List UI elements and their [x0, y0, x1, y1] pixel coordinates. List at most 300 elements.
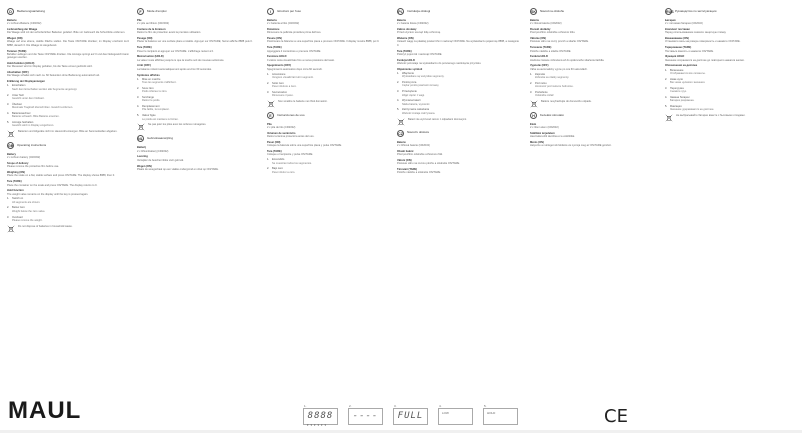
step-title: Sotto zero	[272, 81, 284, 85]
step-description: Батарея разряжена.	[670, 99, 695, 103]
disposal-text: Не выбрасывайте батареи вместе с бытовыми отходами.	[676, 114, 746, 118]
step-description: Wartość zostaje zatrzymana.	[402, 111, 436, 115]
disposal-notice	[530, 100, 652, 108]
item-label: Функция HOLD	[665, 55, 685, 59]
list-item	[267, 91, 389, 98]
section-title: Operating instructions	[17, 142, 47, 147]
step-title: Remplacement	[142, 105, 160, 109]
item-text: Установите весы на ровную поверхность и нажмите ON/TARE.	[665, 40, 741, 44]
language-badge-icon: D	[7, 8, 14, 15]
step-title: Poniżej zera	[402, 81, 417, 85]
item-text: Hodnota zostane zobrazená až do opätovného stlačenia tlačidla.	[530, 58, 605, 62]
list-item	[665, 96, 787, 103]
step-title: Overload	[12, 215, 23, 219]
disposal-notice	[665, 114, 787, 122]
item-text: Please remove the protective film before use.	[7, 165, 60, 169]
item-label: Battery	[7, 152, 16, 156]
item-label: Комплект поставки	[665, 28, 690, 32]
item-label: Spegnimento (OFF)	[267, 64, 292, 68]
step-number: 2.	[267, 167, 270, 171]
section-title: Návod na obsluhu	[540, 8, 565, 13]
item-text: Placer la balance sur une surface plane et stable. Appuyer sur ON/TARE; l'écran affiche 8888 puis 0.	[137, 40, 253, 44]
step-title: Surcharge	[142, 96, 154, 100]
item-label: Wiegen (ON)	[7, 37, 23, 41]
step-number: 4.	[7, 111, 10, 115]
list-item	[137, 96, 259, 103]
lcd-value: 8888	[307, 411, 334, 421]
section-header	[530, 8, 652, 15]
item-text: Postavte váhu na rovný povrch a stlačte ON/TARE.	[530, 40, 589, 44]
step-number: 3.	[397, 90, 400, 94]
section-header	[397, 8, 519, 15]
item-label: Hold function	[7, 189, 24, 193]
step-description: Zdjąć ciężar z wagi.	[402, 93, 425, 97]
item-text: Il valore resta visualizzato fino a nuova pressione del tasto.	[267, 58, 335, 62]
section-header	[267, 112, 389, 119]
language-badge-icon: RUS	[666, 10, 674, 14]
step-description: Vengono visualizzati tutti i segmenti.	[272, 75, 314, 79]
item-text: Verwijder de beschermfolie vóór gebruik.	[137, 158, 184, 162]
step-number: 2.	[7, 206, 10, 210]
item-text: Položte nádobu a stlačte ON/TARE.	[530, 49, 572, 53]
step-title: Фиксация	[670, 105, 682, 109]
language-section	[7, 8, 129, 138]
language-badge-icon: F	[137, 8, 144, 15]
step-description: Nach dem Einschalten werden alle Segmente angezeigt.	[12, 87, 78, 91]
list-item	[7, 112, 129, 119]
list-item	[7, 206, 129, 213]
step-description: Maximale Tragkraft überschritten. Gewicht entfernen.	[12, 105, 73, 109]
section-header	[530, 112, 652, 119]
step-description: Вес ниже нулевого значения.	[670, 81, 706, 85]
step-number: 1.	[7, 84, 10, 88]
step-title: Sous zéro	[142, 86, 154, 90]
item-label: Bateria	[397, 19, 406, 22]
step-number: 2.	[397, 81, 400, 85]
step-title: Valeur figée	[142, 114, 156, 118]
list-item	[665, 87, 787, 94]
list-item	[267, 73, 389, 80]
list-item	[397, 99, 519, 106]
item-label: Funzione HOLD	[267, 55, 287, 59]
step-number: 4.	[397, 99, 400, 103]
step-title: Anzeige festhalten	[12, 120, 34, 124]
section-header	[665, 8, 787, 15]
display-steps-list	[530, 73, 652, 98]
step-number: 1.	[665, 68, 668, 72]
step-number: 1.	[7, 197, 10, 201]
step-number: 5.	[665, 105, 668, 109]
language-badge-icon: SK	[531, 10, 536, 14]
list-item	[397, 108, 519, 115]
step-description: Gewicht wird im Display eingefroren.	[12, 124, 55, 128]
text-column	[7, 6, 129, 237]
step-number: 1.	[267, 158, 270, 162]
item-label: Vypnutie (OFF)	[530, 64, 549, 68]
item-text: 2 x pila de litio (CR2032)	[267, 126, 296, 130]
item-text: Значение сохраняется на дисплее до повторного нажатия кнопки.	[665, 58, 745, 62]
step-title: Zapnutie	[535, 72, 546, 76]
language-section	[137, 135, 259, 171]
item-text: 2 x lítium elem (CR2032)	[530, 126, 559, 130]
step-description: Отображаются все сегменты.	[670, 72, 706, 76]
language-badge-icon: NL	[138, 137, 143, 142]
step-description: Please remove the weight.	[12, 218, 43, 222]
item-text: The weight value remains on the display until the key is pressed again.	[7, 192, 89, 196]
item-text: Coloque el recipiente y pulse ON/TARE.	[267, 153, 314, 157]
item-label: Scope of delivery	[7, 162, 29, 166]
section-title: Istruzioni per l'uso	[277, 8, 302, 13]
step-number: 2.	[137, 86, 140, 90]
item-label: Obsah balení	[397, 149, 414, 153]
step-number: 3.	[530, 90, 533, 94]
step-title: Unter Null	[12, 93, 24, 97]
text-column	[665, 6, 787, 126]
step-title: Pod nulou	[535, 81, 547, 85]
step-title: Preťaženie	[535, 90, 548, 94]
list-item	[665, 105, 787, 112]
step-description: Tous les segments s'affichent.	[142, 81, 177, 85]
item-label: Batterie	[7, 19, 17, 22]
item-text: Place the scale on a flat, stable surface and press ON/TARE. The display shows 8888, then 0.	[7, 174, 115, 178]
list-item	[267, 158, 389, 165]
step-description: Снимите груз.	[670, 90, 687, 94]
text-column	[530, 6, 652, 152]
step-description: Batterie schwach. Bitte Batterie ersetzen.	[12, 115, 60, 119]
list-item	[267, 82, 389, 89]
item-text: Place the container on the scale and press ON/TARE. The display returns to 0.	[7, 183, 98, 187]
disposal-notice	[267, 100, 389, 108]
crossed-bin-icon	[137, 123, 145, 131]
lcd-panel	[438, 404, 473, 425]
item-label: Arrêt (OFF)	[137, 64, 151, 68]
item-label: Tare (TARE)	[7, 180, 22, 184]
step-description: Rimuovere il peso.	[272, 94, 294, 98]
item-label: Funkcja HOLD	[397, 58, 415, 62]
item-text: Der Messwert wird im Display gehalten, bis die Taste erneut gedrückt wird.	[7, 65, 93, 69]
item-text: Posizionare la bilancia su una superficie piana e premere ON/TARE. Il display mostra 8888, poi 0.	[267, 40, 380, 44]
item-label: Tara (TARE)	[267, 150, 282, 154]
item-text: Retire la lámina protectora antes del uso.	[267, 135, 315, 139]
item-label: Szállítási terjedelem	[530, 131, 555, 135]
ce-mark: CE	[604, 406, 628, 427]
item-text: Postavte váhu na rovnou plochu a stiskněte ON/TARE.	[397, 162, 460, 166]
step-description: Słaba bateria, wymienić.	[402, 102, 431, 106]
list-item	[137, 105, 259, 112]
item-text: La valeur reste affichée jusqu'à ce que la touche soit de nouveau actionnée.	[137, 58, 225, 62]
item-text: 2 x Lithium-Batterie (CR2032)	[7, 22, 42, 26]
item-label: Abschalten (OFF)	[7, 71, 29, 75]
item-label: Взвешивание (ON)	[665, 37, 689, 41]
step-number: 2.	[267, 81, 270, 85]
crossed-bin-icon	[7, 225, 15, 233]
step-description: All segments are shown.	[12, 200, 41, 204]
item-label: Rozsah dodávky	[530, 28, 551, 32]
lcd-panel-number: 2.	[349, 404, 352, 408]
step-title: Switch on	[12, 197, 24, 201]
language-badge-icon: E	[267, 112, 274, 119]
step-description: Pile faible, la remplacer.	[142, 108, 170, 112]
item-label: Ważenie (ON)	[397, 37, 414, 41]
item-label: Symboles affichés	[137, 73, 160, 77]
crossed-bin-icon	[665, 114, 673, 122]
step-description: Retirer le poids.	[142, 99, 161, 103]
disposal-notice	[137, 123, 259, 131]
disposal-notice	[7, 225, 129, 233]
list-item	[665, 78, 787, 85]
lcd-panel-number: 5.	[484, 404, 487, 408]
step-number: 4.	[665, 96, 668, 100]
step-title: Below zero	[12, 206, 25, 210]
lcd-indicator-text: HOLD	[487, 411, 496, 415]
item-label: Hold-Funktion (HOLD)	[7, 61, 35, 65]
list-item	[7, 94, 129, 101]
item-label: Objaśnienie symboli	[397, 67, 423, 71]
language-section	[397, 8, 519, 126]
item-text: Plaats de weegschaal op een vlakke ondergrond en druk op ON/TARE.	[137, 167, 219, 171]
step-title: Włączenie	[402, 72, 414, 76]
item-label: Батарея	[665, 19, 676, 22]
section-header	[267, 8, 389, 15]
section-header	[137, 135, 259, 142]
text-column	[397, 6, 519, 178]
step-title: Sovraccarico	[272, 90, 287, 94]
display-steps-list	[7, 197, 129, 222]
step-description: Odstráňte záťaž.	[535, 94, 555, 98]
item-text: Spegnimento automatico dopo circa 60 secondi.	[267, 67, 323, 71]
list-item	[7, 103, 129, 110]
step-number: 3.	[7, 215, 10, 219]
item-text: Rimuovere la pellicola protettiva prima dell'uso.	[267, 31, 322, 35]
step-number: 1.	[267, 72, 270, 76]
crossed-bin-icon	[397, 118, 405, 126]
step-number: 4.	[137, 105, 140, 109]
list-item	[137, 78, 259, 85]
item-text: Die Waage wird mit den erforderlichen Batterien geliefert. Bitte vor Gebrauch die Schutzfolie entfernen.	[7, 31, 126, 35]
section-header	[7, 8, 129, 15]
step-title: Einschalten	[12, 84, 26, 88]
text-column	[137, 6, 259, 175]
list-item	[397, 72, 519, 79]
section-header	[397, 130, 519, 137]
lcd-indicator-text: LOW	[442, 411, 449, 415]
lcd-ticks: ▾▾▾▾▾▾	[307, 423, 329, 427]
step-title: Включение	[670, 68, 684, 72]
step-description: Gewicht unter dem Nullwert.	[12, 96, 45, 100]
item-text: Váha sa automaticky vypne po cca 60 sekundách.	[530, 67, 588, 71]
step-description: Poids inférieur à zéro.	[142, 90, 168, 94]
step-title: Przeciążenie	[402, 90, 417, 94]
section-title: Mode d'emploi	[147, 8, 167, 13]
list-item	[530, 73, 652, 80]
item-label: Váženie (ON)	[530, 37, 546, 41]
section-title: Gebruiksaanwijzing	[147, 136, 174, 141]
item-label: Volumen de suministro	[267, 131, 296, 135]
lcd-panel	[483, 404, 518, 425]
item-text: 2 x Lithium battery (CR2032)	[7, 156, 41, 160]
list-item	[7, 121, 129, 128]
language-section	[267, 112, 389, 174]
step-description: Wyświetlane są wszystkie segmenty.	[402, 75, 445, 79]
display-steps-list	[267, 158, 389, 174]
section-title: Kezelési útmutató	[540, 112, 564, 117]
step-number: 2.	[665, 77, 668, 81]
crossed-bin-icon	[7, 130, 15, 138]
disposal-text: Ne pas jeter les piles avec les ordures ménagères.	[148, 123, 207, 127]
lcd-panel-number: 4.	[439, 404, 442, 408]
item-text: Használat előtt távolítsa el a védőfóliát.	[530, 135, 575, 139]
list-item	[665, 69, 787, 76]
disposal-text: Do not dispose of batteries in household waste.	[18, 224, 73, 228]
item-label: Baterie	[397, 140, 406, 144]
item-text: Pred použitím odstráňte ochrannú fóliu.	[530, 31, 576, 35]
item-label: Erklärung der Displayanzeigen	[7, 80, 45, 84]
item-text: 2 x литиевая батарея (CR2032)	[665, 22, 703, 26]
step-title: Перегрузка	[670, 86, 684, 90]
item-label: Batéria	[530, 19, 539, 22]
item-text: Helyezze a mérleget sík felületre és nyomja meg az ON/TARE gombot.	[530, 144, 612, 148]
item-text: La balance s'éteint automatiquement après environ 60 secondes.	[137, 67, 212, 71]
item-label: Pila	[267, 122, 272, 126]
item-label: Tara (TARE)	[397, 49, 412, 53]
lcd-panel	[348, 404, 383, 425]
language-badge-icon: H	[530, 112, 537, 119]
item-text: Před použitím odstraňte ochrannou fólii.	[397, 152, 443, 156]
item-text: Die Waage schaltet sich nach ca. 60 Sekunden ohne Bedienung automatisch ab.	[7, 74, 100, 78]
section-title: Návod k obsluze	[407, 130, 430, 135]
item-label: Dotazione	[267, 28, 280, 32]
disposal-text: Non smaltire le batterie nei rifiuti domestici.	[278, 99, 328, 103]
item-label: Levering	[137, 155, 148, 159]
step-title: Accensione	[272, 72, 286, 76]
step-title: Mise en marche	[142, 77, 161, 81]
step-title: Wymiana baterii	[402, 99, 421, 103]
text-column	[267, 6, 389, 178]
list-item	[530, 91, 652, 98]
item-text: 2 x pile au lithium (CR2032)	[137, 22, 170, 26]
display-steps-list	[137, 78, 259, 121]
lcd-panel-number: 3.	[394, 404, 397, 408]
step-number: 3.	[665, 86, 668, 90]
list-item	[137, 87, 259, 94]
crossed-bin-icon	[267, 100, 275, 108]
disposal-text: Batérie nevyhadzujte do domového odpadu.	[541, 99, 592, 103]
language-section	[530, 8, 652, 108]
step-number: 2.	[530, 81, 533, 85]
item-text: Appoggiare il contenitore e premere ON/TARE.	[267, 49, 322, 53]
item-text: Retirer le film de protection avant la première utilisation.	[137, 31, 202, 35]
step-number: 1.	[137, 77, 140, 81]
section-title: Bedienungsanleitung	[17, 8, 46, 13]
item-label: Tárování (TARE)	[397, 167, 418, 171]
lcd-panel	[303, 404, 338, 427]
step-number: 2.	[7, 93, 10, 97]
language-section	[7, 142, 129, 233]
section-title: Руководство по эксплуатации	[675, 8, 717, 13]
section-header	[7, 142, 129, 149]
language-badge-icon: GB	[8, 143, 14, 148]
list-item	[137, 114, 259, 121]
step-number: 3.	[7, 102, 10, 106]
item-text: 2 x lithiumbatterij (CR2032)	[137, 149, 169, 153]
step-title: Überlast	[12, 102, 22, 106]
item-text: Перед использованием снимите защитную плёнку.	[665, 31, 727, 35]
item-label: Тарирование (TARE)	[665, 46, 692, 50]
item-text: 2 x batteria al litio (CR2032)	[267, 22, 300, 26]
step-description: Le poids est maintenu à l'écran.	[142, 117, 179, 121]
item-label: Tare (TARE)	[137, 46, 152, 50]
step-title: Ниже нуля	[670, 77, 683, 81]
step-title: Замена батареи	[670, 96, 690, 100]
item-label: Tarieren (TARE)	[7, 49, 27, 53]
item-label: Pesar (ON)	[267, 141, 281, 145]
item-text: Poser le récipient et appuyer sur ON/TARE. L'affichage revient à 0.	[137, 49, 214, 53]
lcd-panel-number: 1.	[304, 404, 307, 408]
display-steps-list	[665, 69, 787, 112]
list-item	[7, 84, 129, 91]
step-description: Se muestran todos los segmentos.	[272, 161, 312, 165]
language-badge-icon: I	[267, 8, 274, 15]
item-label: Pile	[137, 19, 142, 22]
language-section	[397, 130, 519, 175]
step-number: 3.	[267, 90, 270, 94]
item-label: Zakres dostawy	[397, 28, 417, 32]
display-steps-list	[7, 84, 129, 127]
language-section	[530, 112, 652, 148]
step-number: 3.	[137, 96, 140, 100]
item-text: 2 x lithiová baterie (CR2032)	[397, 143, 430, 147]
item-label: Mémorisation (HOLD)	[137, 55, 164, 59]
language-section	[137, 8, 259, 131]
display-steps-list	[397, 72, 519, 115]
lcd-display-legend	[303, 404, 518, 427]
step-title: Batteriewechsel	[12, 111, 31, 115]
item-label: Mérés (ON)	[530, 141, 544, 145]
item-text: Behälter auflegen und die Taste ON/TARE drücken. Die Anzeige springt auf 0 und das Nettogewicht kann gewogen werden.	[7, 52, 129, 60]
item-text: 2 x bateria litowa (CR2032)	[397, 22, 429, 26]
item-label: Contenu de la livraison	[137, 28, 166, 32]
display-steps-list	[267, 73, 389, 98]
list-item	[7, 216, 129, 223]
language-section	[665, 8, 787, 122]
item-label: Funkcia HOLD	[530, 55, 548, 59]
item-text: Wartość pozostaje na wyświetlaczu do ponownego naciśnięcia przycisku.	[397, 61, 482, 65]
language-section	[267, 8, 389, 108]
lcd-value: FULL	[397, 411, 424, 421]
step-number: 5.	[137, 114, 140, 118]
item-label: Pesare (ON)	[267, 37, 282, 41]
item-text: Przed użyciem usunąć folię ochronną.	[397, 31, 441, 35]
brand-logo: MAUL	[8, 397, 82, 424]
step-description: Weight below the zero value.	[12, 209, 46, 213]
section-title: Instrukcja obsługi	[407, 8, 431, 13]
item-label: Tarovanie (TARE)	[530, 46, 552, 50]
step-description: Peso inferior a cero.	[272, 170, 296, 174]
lcd-value: ----	[352, 411, 379, 421]
item-label: Lieferumfang der Waage	[7, 28, 38, 32]
step-description: Ciężar poniżej wartości zerowej.	[402, 84, 440, 88]
step-description: Hmotnosť pod nulovou hodnotou.	[535, 84, 574, 88]
crossed-bin-icon	[530, 100, 538, 108]
section-title: Instrucciones de uso	[277, 112, 305, 117]
item-text: Ustawić wagę na płaskiej powierzchni i nacisnąć ON/TARE. Na wyświetlaczu pojawi się 8888, a następnie 0.	[397, 40, 519, 47]
disposal-notice	[7, 130, 129, 138]
step-number: 5.	[7, 120, 10, 124]
step-number: 1.	[397, 72, 400, 76]
disposal-text: Batterien und Altgeräte nicht im Hausmüll entsorgen. Bitte an Sammelstellen abgeben.	[18, 129, 118, 133]
step-description: Значение удерживается на дисплее.	[670, 108, 715, 112]
language-badge-icon: PL	[398, 10, 403, 14]
